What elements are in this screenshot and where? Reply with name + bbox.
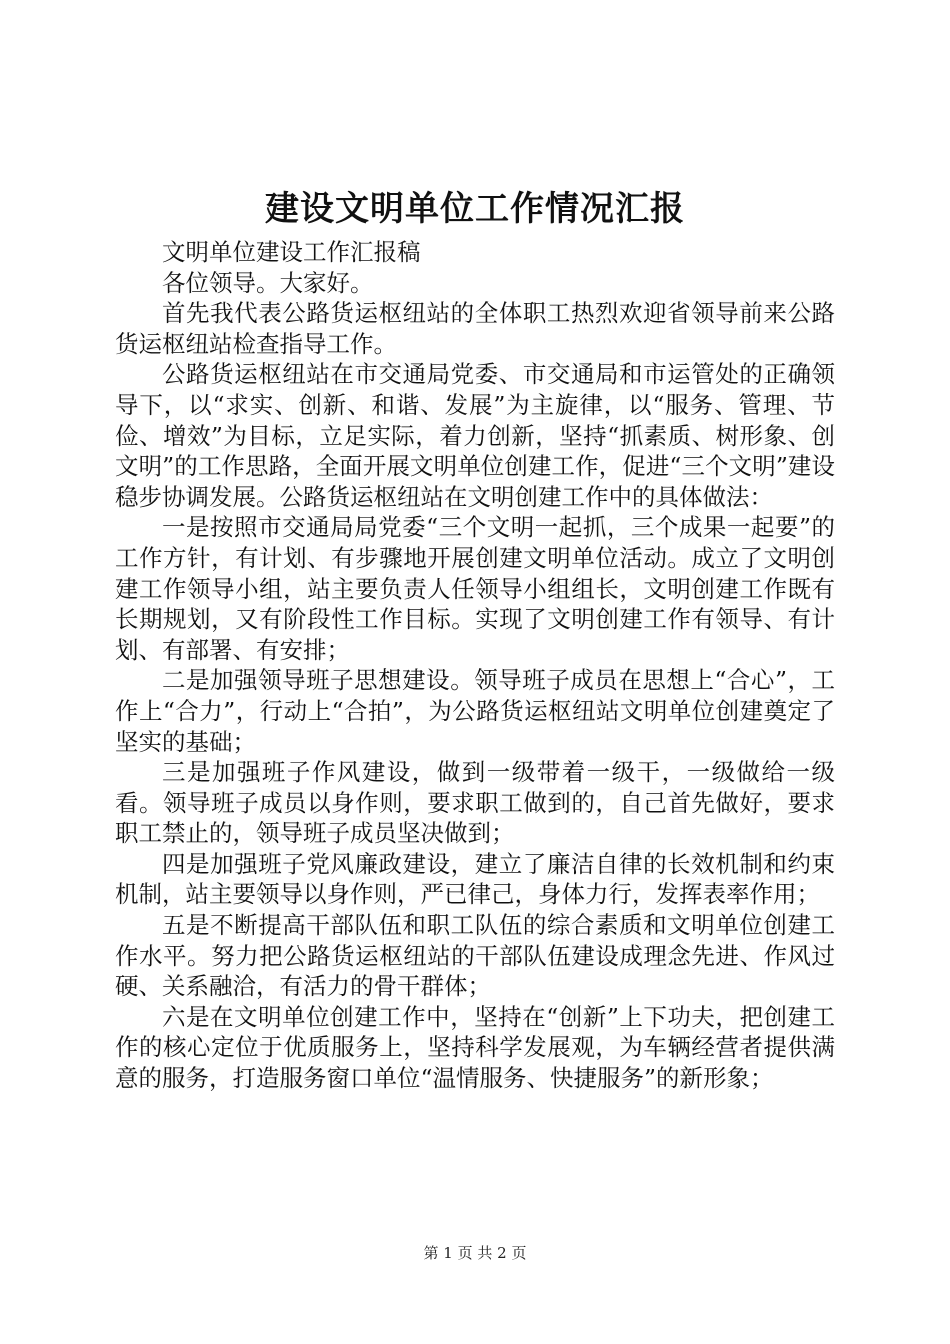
paragraph-point-4: 四是加强班子党风廉政建设，建立了廉洁自律的长效机制和约束机制，站主要领导以身作则，严已律己，身体力行，发挥表率作用； [115, 849, 835, 909]
paragraph-point-5: 五是不断提高干部队伍和职工队伍的综合素质和文明单位创建工作水平。努力把公路货运枢纽站的干部队伍建设成理念先进、作风过硬、关系融洽，有活力的骨干群体； [115, 911, 835, 1001]
document-title: 建设文明单位工作情况汇报 [265, 189, 685, 229]
paragraph-welcome: 首先我代表公路货运枢纽站的全体职工热烈欢迎省领导前来公路货运枢纽站检查指导工作。 [115, 299, 835, 358]
paragraph-overview: 公路货运枢纽站在市交通局党委、市交通局和市运管处的正确领导下，以“求实、创新、和谐、发展”为主旋律，以“服务、管理、节俭、增效”为目标，立足实际，着力创新，坚持“抓素质、树形象、创文明”的工作思路，全面开展文明单位创建工作，促进“三个文明”建设稳步协调发展。公路货运枢纽站在文明创建工作中的具体做法： [115, 360, 835, 511]
paragraph-point-6: 六是在文明单位创建工作中，坚持在“创新”上下功夫，把创建工作的核心定位于优质服务上，坚持科学发展观，为车辆经营者提供满意的服务，打造服务窗口单位“温情服务、快捷服务”的新形象； [115, 1002, 835, 1093]
page-number: 第 1 页 共 2 页 [423, 1244, 527, 1262]
paragraph-heading-line: 文明单位建设工作汇报稿 [162, 238, 421, 266]
paragraph-point-1: 一是按照市交通局局党委“三个文明一起抓，三个成果一起要”的工作方针，有计划、有步骤地开展创建文明单位活动。成立了文明创建工作领导小组，站主要负责人任领导小组组长，文明创建工作既有长期规划，又有阶段性工作目标。实现了文明创建工作有领导、有计划、有部署、有安排； [115, 513, 835, 664]
paragraph-point-3: 三是加强班子作风建设，做到一级带着一级干，一级做给一级看。领导班子成员以身作则，要求职工做到的，自己首先做好，要求职工禁止的，领导班子成员坚决做到； [115, 758, 835, 848]
document-body [115, 237, 835, 1094]
page-footer [0, 1242, 950, 1264]
paragraph-point-2: 二是加强领导班子思想建设。领导班子成员在思想上“合心”，工作上“合力”，行动上“合拍”，为公路货运枢纽站文明单位创建奠定了坚实的基础； [115, 666, 835, 756]
paragraph-greeting: 各位领导。大家好。 [162, 268, 374, 297]
